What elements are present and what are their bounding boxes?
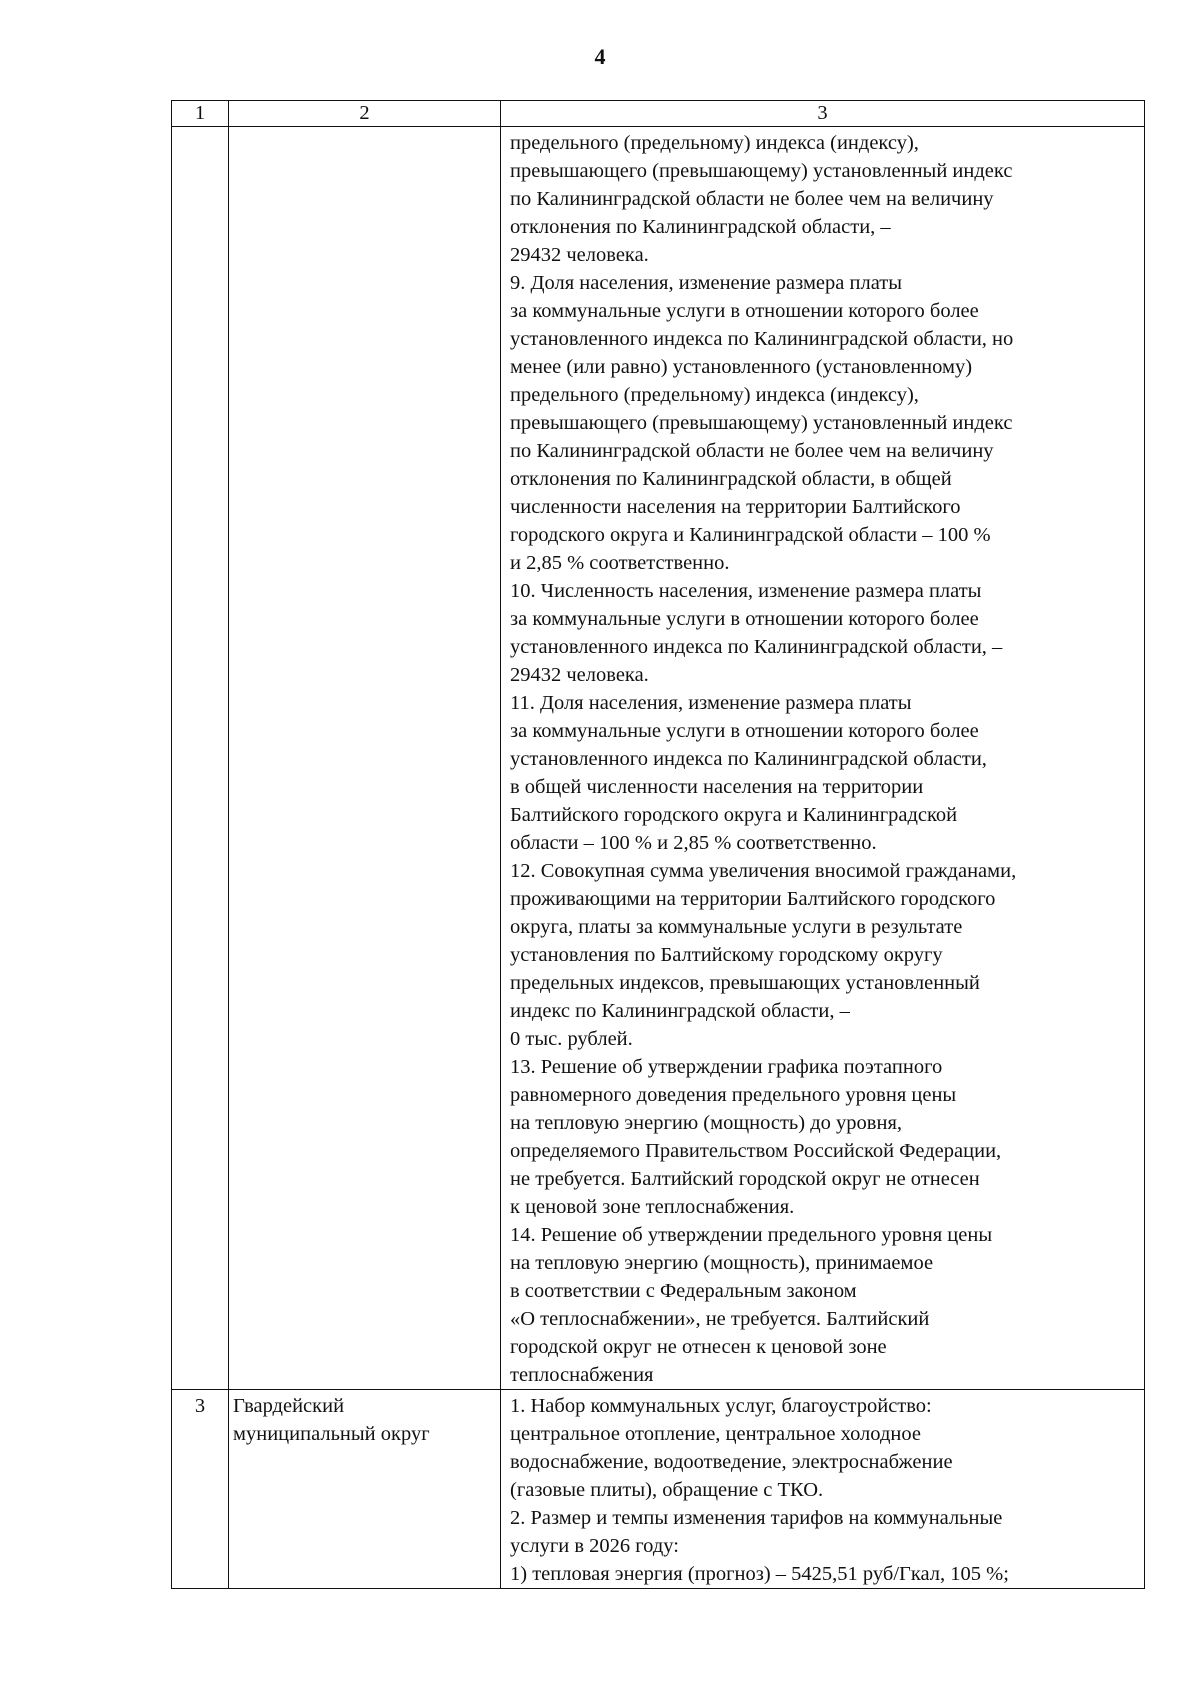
text-line: индекс по Калининградской области, – xyxy=(510,1000,850,1022)
text-line: 1) тепловая энергия (прогноз) – 5425,51 руб/Гкал, 105 %; xyxy=(510,1563,1009,1585)
text-line: превышающего (превышающему) установленный индекс xyxy=(510,412,1013,434)
text-line: установленного индекса по Калининградской области, – xyxy=(510,636,1003,658)
row-number-cell xyxy=(172,127,229,1390)
text-line: предельного (предельному) индекса (индексу), xyxy=(510,384,919,406)
header-col-3: 3 xyxy=(501,101,1145,127)
text-line: не требуется. Балтийский городской округ не отнесен xyxy=(510,1168,980,1190)
page-number: 4 xyxy=(594,44,606,69)
table-row-gvardeysky xyxy=(172,1390,1145,1589)
text-line: городского округа и Калининградской области – 100 % xyxy=(510,524,991,546)
text-line: услуги в 2026 году: xyxy=(510,1535,679,1557)
row-name-cell xyxy=(229,127,501,1390)
row-content-cell xyxy=(501,1390,1145,1589)
text-line: центральное отопление, центральное холодное xyxy=(510,1423,921,1445)
text-line: в соответствии с Федеральным законом xyxy=(510,1280,857,1302)
text-line: по Калининградской области не более чем на величину xyxy=(510,188,994,210)
text-line: 12. Совокупная сумма увеличения вносимой гражданами, xyxy=(510,860,1017,882)
text-line: установленного индекса по Калининградской области, но xyxy=(510,328,1014,350)
text-line: 1. Набор коммунальных услуг, благоустройство: xyxy=(510,1395,932,1417)
row-name-cell xyxy=(229,1390,501,1589)
text-line: по Калининградской области не более чем на величину xyxy=(510,440,994,462)
text-line: численности населения на территории Балтийского xyxy=(510,496,961,518)
text-line: области – 100 % и 2,85 % соответственно. xyxy=(510,832,877,854)
text-line: на тепловую энергию (мощность) до уровня, xyxy=(510,1112,902,1134)
text-line: «О теплоснабжении», не требуется. Балтийский xyxy=(510,1308,930,1330)
header-col-2: 2 xyxy=(229,101,501,127)
text-line: на тепловую энергию (мощность), принимаемое xyxy=(510,1252,934,1274)
data-table xyxy=(171,100,1145,1589)
text-line: и 2,85 % соответственно. xyxy=(510,552,730,574)
text-line: к ценовой зоне теплоснабжения. xyxy=(510,1196,795,1218)
municipality-name-line: Гвардейский xyxy=(233,1395,345,1417)
text-line: установления по Балтийскому городскому округу xyxy=(510,944,943,966)
text-line: предельных индексов, превышающих установленный xyxy=(510,972,980,994)
table-header-row xyxy=(172,101,1145,127)
text-line: округа, платы за коммунальные услуги в результате xyxy=(510,916,963,938)
row-content-cell xyxy=(501,127,1145,1390)
text-line: 10. Численность населения, изменение размера платы xyxy=(510,580,982,602)
text-line: 9. Доля населения, изменение размера платы xyxy=(510,272,903,294)
header-col-1: 1 xyxy=(172,101,229,127)
municipality-name-line: муниципальный округ xyxy=(233,1423,430,1445)
text-line: 29432 человека. xyxy=(510,244,649,266)
table-row-continuation xyxy=(172,127,1145,1390)
text-line: 29432 человека. xyxy=(510,664,649,686)
text-line: предельного (предельному) индекса (индексу), xyxy=(510,132,919,154)
text-line: 14. Решение об утверждении предельного уровня цены xyxy=(510,1224,993,1246)
text-line: равномерного доведения предельного уровня цены xyxy=(510,1084,957,1106)
text-line: установленного индекса по Калининградской области, xyxy=(510,748,987,770)
text-line: превышающего (превышающему) установленный индекс xyxy=(510,160,1013,182)
text-line: за коммунальные услуги в отношении которого более xyxy=(510,300,979,322)
text-line: за коммунальные услуги в отношении которого более xyxy=(510,608,979,630)
text-line: за коммунальные услуги в отношении которого более xyxy=(510,720,979,742)
text-line: городской округ не отнесен к ценовой зоне xyxy=(510,1336,887,1358)
text-line: водоснабжение, водоотведение, электроснабжение xyxy=(510,1451,953,1473)
text-line: Балтийского городского округа и Калининградской xyxy=(510,804,958,826)
text-line: теплоснабжения xyxy=(510,1364,654,1386)
text-line: отклонения по Калининградской области, в общей xyxy=(510,468,952,490)
text-line: отклонения по Калининградской области, – xyxy=(510,216,891,238)
text-line: проживающими на территории Балтийского городского xyxy=(510,888,996,910)
text-line: 0 тыс. рублей. xyxy=(510,1028,633,1050)
text-line: в общей численности населения на территории xyxy=(510,776,924,798)
text-line: определяемого Правительством Российской Федерации, xyxy=(510,1140,1002,1162)
text-line: 11. Доля населения, изменение размера платы xyxy=(510,692,912,714)
text-line: 2. Размер и темпы изменения тарифов на коммунальные xyxy=(510,1507,1003,1529)
row-number-cell: 3 xyxy=(172,1390,229,1589)
text-line: 13. Решение об утверждении графика поэтапного xyxy=(510,1056,943,1078)
text-line: менее (или равно) установленного (установленному) xyxy=(510,356,973,378)
text-line: (газовые плиты), обращение с ТКО. xyxy=(510,1479,824,1501)
